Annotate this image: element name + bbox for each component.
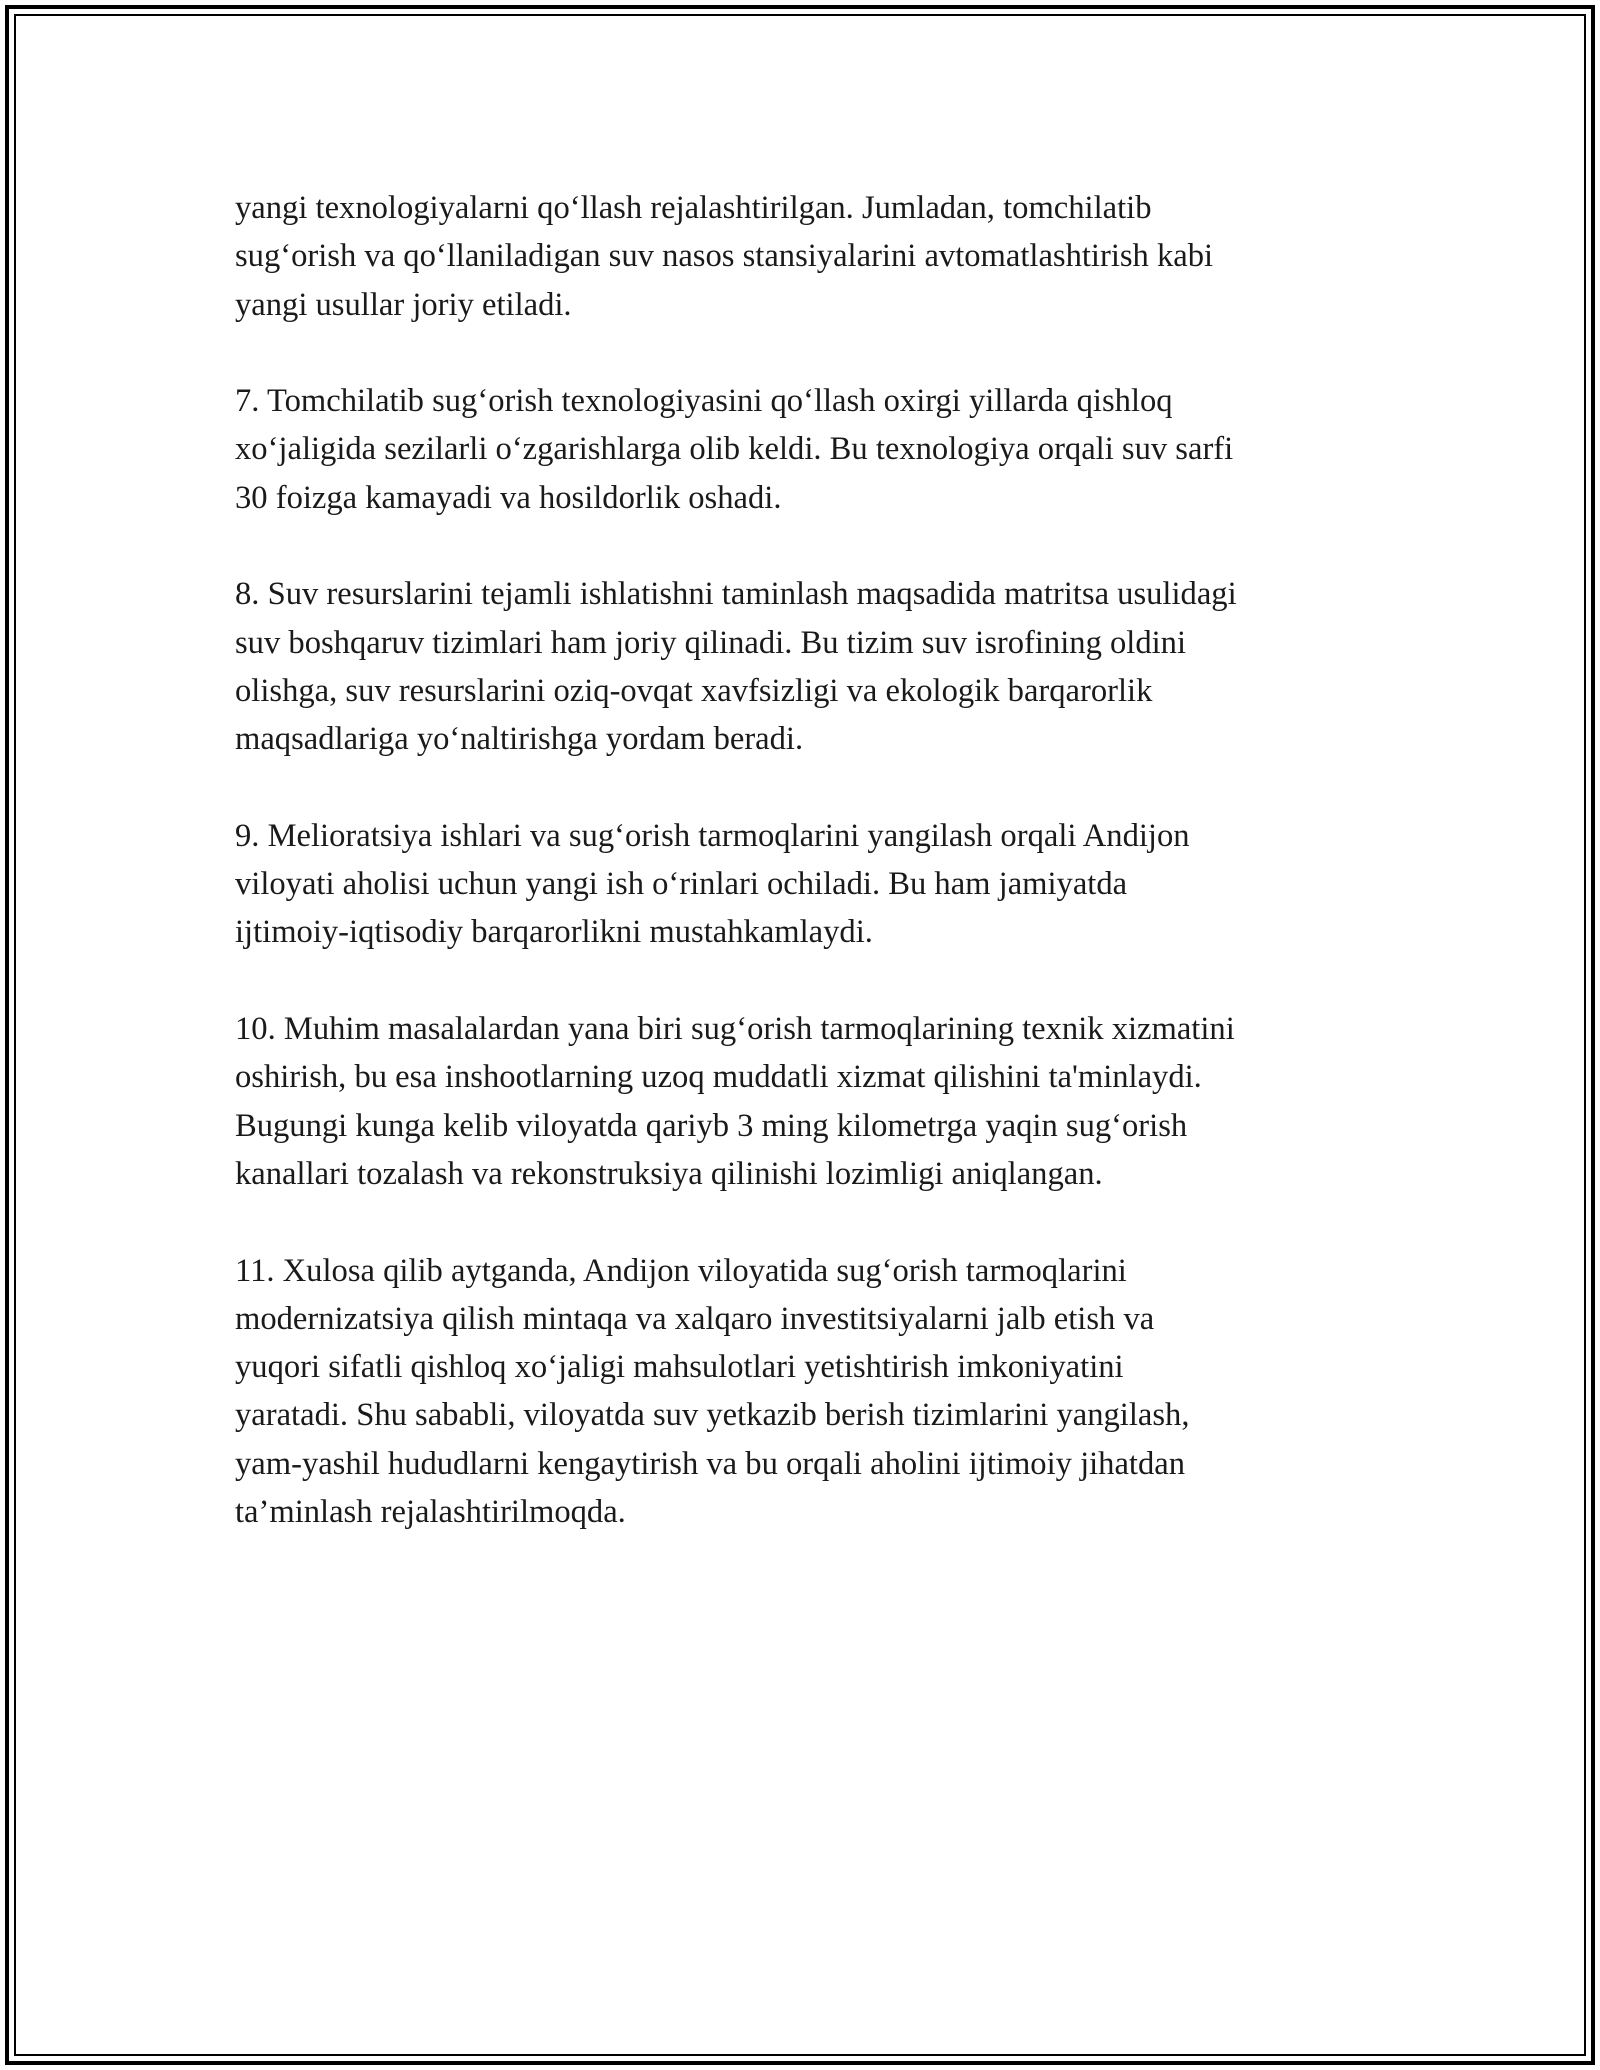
text-line: kanallari tozalash va rekonstruksiya qilinishi lozimligi aniqlangan. — [235, 1155, 1103, 1192]
paragraph-item-11 — [235, 1247, 1385, 1537]
text-line: oshirish, bu esa inshootlarning uzoq muddatli xizmat qilishini ta'minlaydi. — [235, 1059, 1202, 1096]
text-line: 9. Melioratsiya ishlari va sug‘orish tarmoqlarini yangilash orqali Andijon — [235, 817, 1190, 854]
paragraph-item-8 — [235, 570, 1385, 763]
paragraph-item-7 — [235, 377, 1385, 522]
text-line: modernizatsiya qilish mintaqa va xalqaro investitsiyalarni jalb etish va — [235, 1300, 1155, 1337]
text-line: 7. Tomchilatib sug‘orish texnologiyasini qo‘llash oxirgi yillarda qishloq — [235, 383, 1173, 420]
paragraph-item-9 — [235, 812, 1385, 957]
text-line: 10. Muhim masalalardan yana biri sug‘orish tarmoqlarining texnik xizmatini — [235, 1011, 1235, 1048]
text-line: viloyati aholisi uchun yangi ish o‘rinlari ochiladi. Bu ham jamiyatda — [235, 866, 1128, 903]
text-line: xo‘jaligida sezilarli o‘zgarishlarga olib keldi. Bu texnologiya orqali suv sarfi — [235, 431, 1234, 468]
paragraph-continuation — [235, 184, 1385, 329]
document-body — [235, 184, 1385, 1585]
text-line: yam-yashil hududlarni kengaytirish va bu orqali aholini ijtimoiy jihatdan — [235, 1445, 1186, 1482]
text-line: ijtimoiy-iqtisodiy barqarorlikni mustahkamlaydi. — [235, 914, 873, 951]
text-line: 11. Xulosa qilib aytganda, Andijon viloyatida sug‘orish tarmoqlarini — [235, 1252, 1127, 1289]
text-line: yangi usullar joriy etiladi. — [235, 286, 572, 323]
text-line: maqsadlariga yo‘naltirishga yordam beradi. — [235, 721, 804, 758]
text-line: olishga, suv resurslarini oziq-ovqat xavfsizligi va ekologik barqarorlik — [235, 672, 1153, 709]
text-line: yuqori sifatli qishloq xo‘jaligi mahsulotlari yetishtirish imkoniyatini — [235, 1349, 1124, 1386]
text-line: 8. Suv resurslarini tejamli ishlatishni taminlash maqsadida matritsa usulidagi — [235, 576, 1237, 613]
text-line: Bugungi kunga kelib viloyatda qariyb 3 ming kilometrga yaqin sug‘orish — [235, 1107, 1188, 1144]
text-line: ta’minlash rejalashtirilmoqda. — [235, 1494, 626, 1531]
text-line: suv boshqaruv tizimlari ham joriy qilinadi. Bu tizim suv isrofining oldini — [235, 624, 1187, 661]
text-line: 30 foizga kamayadi va hosildorlik oshadi. — [235, 479, 782, 516]
text-line: yaratadi. Shu sababli, viloyatda suv yetkazib berish tizimlarini yangilash, — [235, 1397, 1190, 1434]
text-line: sug‘orish va qo‘llaniladigan suv nasos stansiyalarini avtomatlashtirish kabi — [235, 238, 1214, 275]
paragraph-item-10 — [235, 1005, 1385, 1198]
text-line: yangi texnologiyalarni qo‘llash rejalashtirilgan. Jumladan, tomchilatib — [235, 190, 1152, 226]
